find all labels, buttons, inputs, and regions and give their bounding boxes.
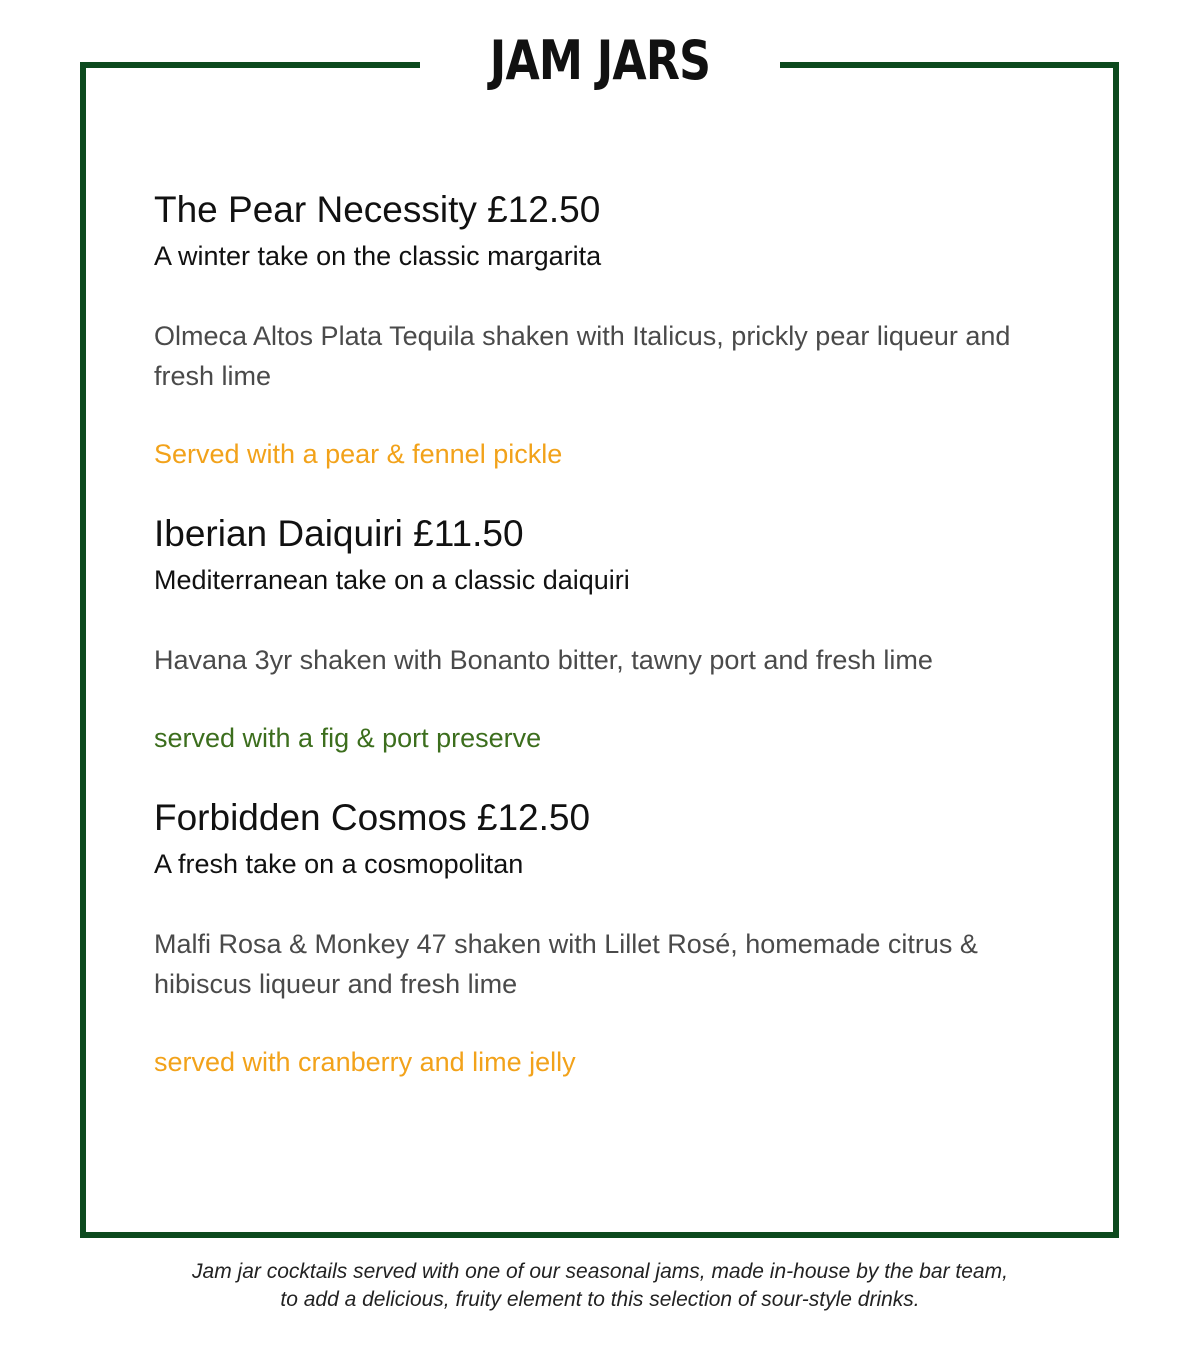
- item-tagline: A fresh take on a cosmopolitan: [154, 849, 524, 879]
- item-heading: [154, 792, 1034, 844]
- item-description: Havana 3yr shaken with Bonanto bitter, tawny port and fresh lime: [154, 645, 933, 675]
- item-served-with: served with a fig & port preserve: [154, 723, 542, 753]
- item-tagline: A winter take on the classic margarita: [154, 241, 602, 271]
- item-name: Forbidden Cosmos: [154, 797, 467, 838]
- cocktail-list: [154, 184, 1034, 1082]
- item-served-with: Served with a pear & fennel pickle: [154, 439, 563, 469]
- item-price: £12.50: [476, 797, 591, 838]
- footer-line: Jam jar cocktails served with one of our seasonal jams, made in-house by the bar team,: [192, 1260, 1008, 1283]
- item-description: Malfi Rosa & Monkey 47 shaken with Lillet Rosé, homemade citrus & hibiscus liqueur and fresh lime: [154, 929, 978, 999]
- item-tagline: Mediterranean take on a classic daiquiri: [154, 565, 630, 595]
- item-heading: [154, 508, 1034, 560]
- footer-note: [0, 1258, 1200, 1314]
- menu-item: [154, 792, 1034, 1082]
- item-description: Olmeca Altos Plata Tequila shaken with Italicus, prickly pear liqueur and fresh lime: [154, 321, 1011, 391]
- menu-item: [154, 184, 1034, 474]
- item-name: Iberian Daiquiri: [154, 513, 403, 554]
- item-served-with: served with cranberry and lime jelly: [154, 1047, 576, 1077]
- item-price: £11.50: [413, 513, 524, 554]
- footer-line: to add a delicious, fruity element to this selection of sour-style drinks.: [280, 1288, 920, 1311]
- page-title: JAM JARS: [489, 29, 711, 92]
- item-price: £12.50: [487, 189, 601, 230]
- item-heading: [154, 184, 1034, 236]
- menu-item: [154, 508, 1034, 758]
- item-name: The Pear Necessity: [154, 189, 477, 230]
